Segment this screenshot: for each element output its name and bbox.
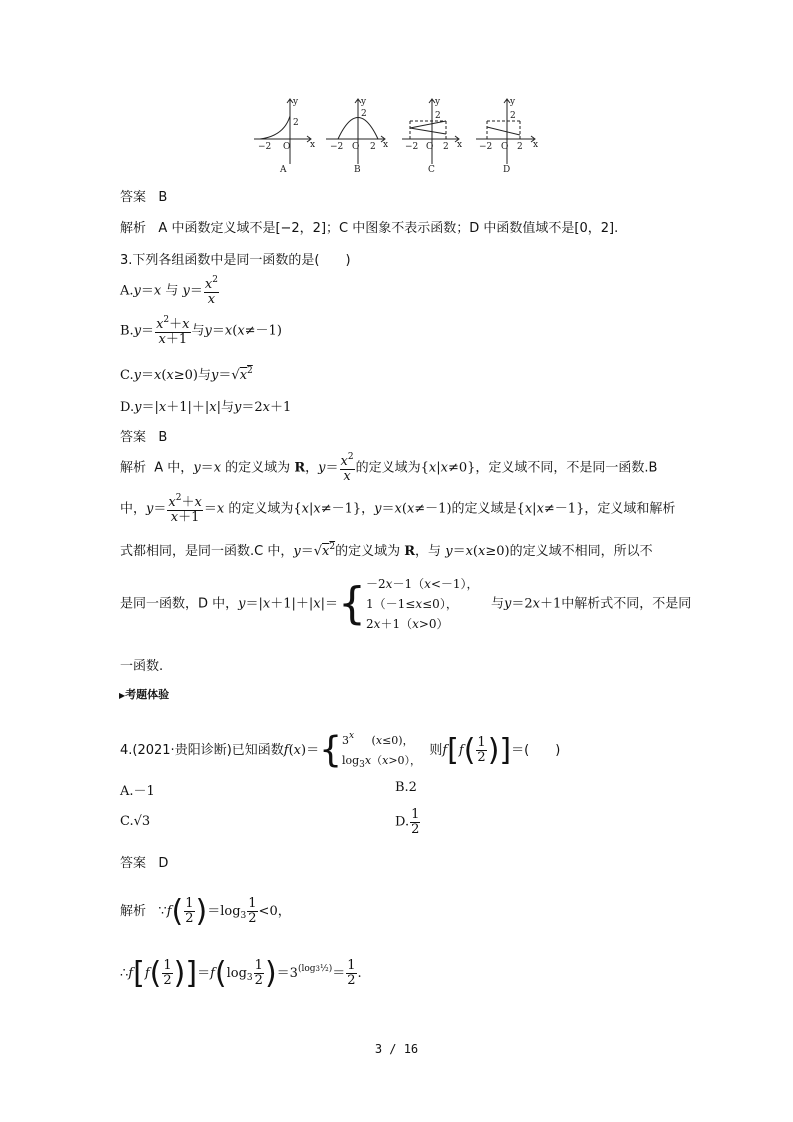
q3-option-d: D.y＝|x＋1|＋|x|与y＝2x＋1 [120,400,292,415]
q3-answer-line [120,426,167,445]
page-number: 3 / 16 [374,1042,419,1056]
graph-d [476,99,535,164]
graph-c [402,99,459,164]
q3-analysis-line3: 式都相同，是同一函数.C 中，$y=√x^2$的定义域为 R，与 y＝x(x≥0)的定义域不相同，所以不 [120,542,653,559]
graph-a-origin: O [283,142,291,152]
graph-d-origin: O [501,142,509,152]
q3-answer-label: 答案 [120,430,147,445]
q4-option-b: B.2 [395,780,417,795]
graph-a-y: y [293,97,299,107]
graph-c-x: x [457,140,463,150]
q4-stem: 4.(2021·贵阳诊断)已知函数f(x)＝{ 3$^x$ (x≤0)， $\log_3x(x>0)$， 则f[f( $\frac{1}{2}$ )]＝( ) [120,729,561,771]
graph-b-x: x [383,140,389,150]
q2-answer-line [120,186,167,205]
graph-a-x: x [310,140,316,150]
q3-analysis-line1: 解析 A 中，y＝x 的定义域为 R，y＝ $\frac{x^2}{x}$ 的定义域为{x|x≠0}，定义域不同，不是同一函数.B [120,452,658,484]
graph-d-x: x [533,140,539,150]
q4-stem-prefix: 4.(2021·贵阳诊断)已知函数 [120,743,284,758]
graph-d-tick-neg: −2 [479,142,493,152]
graph-label-a: A [280,165,287,175]
graph-b-origin: O [352,142,360,152]
graph-label-d: D [503,165,511,175]
graph-a [254,99,311,164]
section-title: 考题体验 [125,688,170,701]
graph-label-b: B [354,165,361,175]
section-header [119,686,169,702]
q4-answer: D [158,856,169,871]
option-graphs [250,94,550,179]
q3-analysis-line4: 是同一函数，D 中，y＝|x＋1|＋|x|＝{ －2x－1（x<－1）， 1（－1≤x≤0）， 2x＋1（x>0） 与y＝2x＋1中解析式不同，不是同 [120,577,692,631]
graph-b-tick-y: 2 [361,109,367,119]
graph-a-tick-neg: −2 [258,142,272,152]
graph-d-tick-pos: 2 [517,142,523,152]
q2-analysis: A 中函数定义域不是[−2，2]；C 中图象不表示函数；D 中函数值域不是[0，2]. [158,221,619,236]
q4-answer-line [120,852,168,871]
q2-answer: B [158,190,168,205]
q3-analysis-end: 一函数. [120,659,164,674]
q3-analysis-label: 解析 [120,460,147,476]
graph-label-c: C [428,165,435,175]
graph-c-y: y [435,97,441,107]
q3-stem: 3.下列各组函数中是同一函数的是( ) [120,253,351,268]
q4-option-d: D. $\frac{1}{2}$ [395,807,420,837]
graph-c-tick-y: 2 [435,111,441,121]
q3-option-b: B.y＝ $\frac{x^2+x}{x+1}$ 与y＝x(x≠－1) [120,315,282,347]
q4-answer-label: 答案 [120,856,147,871]
q3-option-c: C.y＝x(x≥0)与$y=√x^2$ [120,366,253,383]
q4-analysis-line2: ∴f[f( $\frac{1}{2}$ )]$=f(\log_3$ $\frac{1}{2}$ )$=3^{(log3\frac{1}{2})}=$ $\frac{1}{2}$ . [120,956,362,991]
q4-stem-suffix: ＝( ) [511,743,561,758]
q3-answer: B [158,430,168,445]
q4-stem-mid: 则 [429,743,443,758]
graph-c-tick-pos: 2 [443,142,449,152]
graph-b-tick-neg: −2 [330,142,344,152]
graph-d-tick-y: 2 [510,111,516,121]
section-marker-icon: ▶ [119,691,126,700]
graph-b [326,99,385,164]
q2-answer-label: 答案 [120,190,147,205]
q4-analysis-label: 解析 [120,904,147,919]
graph-a-tick-y: 2 [293,118,299,128]
q3-option-a: A.y＝x 与 y＝ $\frac{x^2}{x}$ [120,275,218,307]
graph-c-tick-neg: −2 [405,142,419,152]
graph-b-tick-pos: 2 [370,142,376,152]
graph-c-origin: O [426,142,434,152]
q4-option-a: A.－1 [120,784,155,799]
q2-analysis-line [120,217,618,236]
q4-option-d-prefix: D. [395,814,410,830]
q2-analysis-label: 解析 [120,221,147,236]
graph-d-y: y [510,97,516,107]
q3-analysis-line2: 中，y＝ $\frac{x^2+x}{x+1}$ ＝x 的定义域为{x|x≠－1}，y＝x(x≠－1)的定义域是{x|x≠－1}，定义域和解析 [120,493,676,525]
q4-analysis-line1: 解析 ∵f( $\frac{1}{2}$ )$=\log_3$ $\frac{1}{2}$ <0， [120,894,291,929]
q4-option-c: C.√3 [120,814,151,829]
graph-b-y: y [361,97,367,107]
